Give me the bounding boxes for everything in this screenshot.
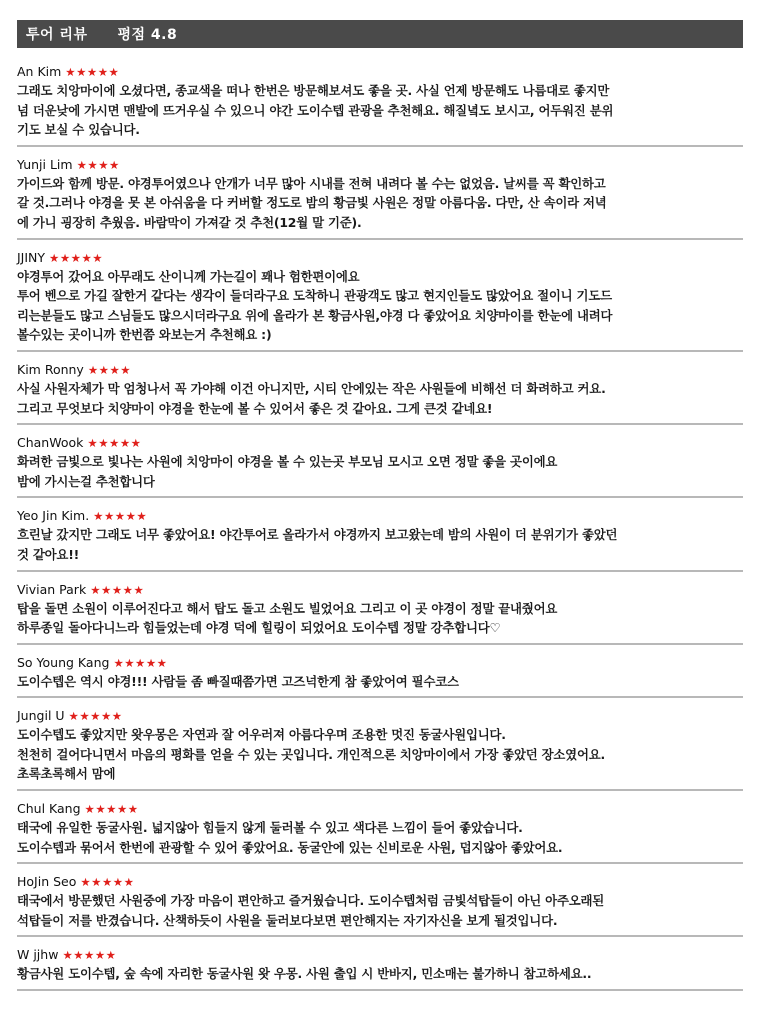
review-text-line: 석탑들이 저를 반겼습니다. 산책하듯이 사원을 둘러보다보면 편안해지는 자기자신을 보게 될것입니다. — [17, 912, 558, 928]
review-item — [17, 359, 743, 425]
review-text — [17, 379, 743, 418]
star-rating: ★★★★★ — [62, 948, 117, 963]
review-header — [17, 434, 743, 452]
review-text-line: 기도 보실 수 있습니다. — [17, 122, 140, 138]
review-text — [17, 818, 743, 857]
review-text-line: 것 같아요!! — [17, 546, 80, 562]
review-header — [17, 156, 743, 174]
page-title: 투어 리뷰 — [26, 27, 88, 43]
review-text-line: 초록초록해서 맘에 — [17, 766, 116, 782]
review-text-line: 가이드와 함께 방문. 야경투어였으나 안개가 너무 많아 시내를 전혀 내려다 볼 수는 없었음. 날씨를 꼭 확인하고 — [17, 175, 606, 191]
review-item — [17, 798, 743, 864]
review-page — [0, 20, 759, 1012]
star-rating: ★★★★★ — [90, 582, 145, 597]
star-rating: ★★★★ — [76, 157, 120, 172]
review-text-line: 사실 사원자체가 막 엄청나서 꼭 가야해 이건 아니지만, 시티 안에있는 작은 사원들에 비해선 더 화려하고 커요. — [17, 380, 606, 396]
star-rating: ★★★★★ — [49, 250, 104, 265]
reviewer-name: Chul Kang — [17, 801, 81, 817]
header-bar — [17, 20, 743, 48]
review-text — [17, 964, 743, 984]
reviewer-name: HoJin Seo — [17, 874, 77, 890]
overall-rating: 평점 4.8 — [117, 27, 178, 43]
reviewer-name: Yeo Jin Kim. — [17, 508, 90, 524]
review-text-line: 도이수텝도 좋았지만 왓우몽은 자연과 잘 어우러져 아름다우며 조용한 멋진 동굴사원입니다. — [17, 727, 506, 743]
star-rating: ★★★★★ — [113, 655, 168, 670]
star-rating: ★★★★★ — [80, 875, 135, 890]
review-text-line: 에 가니 굉장히 추웠음. 바람막이 가져갈 것 추천(12월 말 기준). — [17, 214, 362, 230]
review-item — [17, 505, 743, 571]
review-text — [17, 452, 743, 491]
review-item — [17, 154, 743, 240]
review-header — [17, 654, 743, 672]
review-text-line: 탑을 돌면 소원이 이루어진다고 해서 탑도 돌고 소원도 빌었어요 그리고 이 곳 야경이 정말 끝내줬어요 — [17, 600, 558, 616]
review-text-line: 볼수있는 곳이니까 한번쯤 와보는거 추천해요 :) — [17, 327, 272, 343]
review-item — [17, 652, 743, 699]
star-rating: ★★★★ — [87, 362, 132, 377]
review-text-line: 야경투어 갔어요 아무래도 산이니께 가는길이 꽤나 험한편이에요 — [17, 268, 360, 284]
reviewer-name: So Young Kang — [17, 654, 110, 670]
star-rating: ★★★★★ — [68, 709, 123, 724]
review-text-line: 태국에 유일한 동굴사원. 넓지않아 힘들지 않게 둘러볼 수 있고 색다른 느낌이 들어 좋았습니다. — [17, 820, 523, 836]
star-rating: ★★★★★ — [65, 65, 120, 79]
review-text-line: 도이수텝은 역시 야경!!! 사람들 좀 빠질때쯤가면 고즈넉한게 참 좋았어여 필수코스 — [17, 673, 459, 689]
review-text-line: 리는분들도 많고 스님들도 많으시더라구요 위에 올라가 본 황금사원,야경 다 좋았어요 치양마이를 한눈에 내려다 — [17, 307, 613, 323]
review-item — [17, 247, 743, 352]
review-header — [17, 581, 743, 599]
star-rating: ★★★★★ — [93, 509, 148, 524]
review-text — [17, 725, 743, 784]
review-header — [17, 946, 743, 964]
review-text-line: 하루종일 돌아다니느라 힘들었는데 야경 덕에 힐링이 되었어요 도이수텝 정말 강추합니다♡ — [17, 620, 501, 636]
reviewer-name: An Kim — [17, 64, 62, 79]
review-header — [17, 63, 743, 81]
review-item — [17, 944, 743, 991]
review-text-line: 밤에 가시는걸 추천합니다 — [17, 473, 155, 489]
reviewer-name: W jjhw — [17, 947, 59, 963]
review-header — [17, 707, 743, 725]
review-text — [17, 672, 743, 692]
review-text-line: 그래도 치앙마이에 오셨다면, 종교색을 떠나 한번은 방문해보셔도 좋을 곳. 사실 언제 방문해도 나름대로 좋지만 — [17, 83, 610, 98]
review-header — [17, 249, 743, 267]
review-text-line: 화려한 금빛으로 빛나는 사원에 치앙마이 야경을 볼 수 있는곳 부모님 모시고 오면 정말 좋을 곳이에요 — [17, 454, 558, 470]
review-text — [17, 525, 743, 564]
review-text — [17, 599, 743, 638]
star-rating: ★★★★★ — [84, 802, 139, 817]
review-text — [17, 81, 743, 140]
review-text-line: 태국에서 방문했던 사원중에 가장 마음이 편안하고 즐거웠습니다. 도이수텝처럼 금빛석탑들이 아닌 아주오래된 — [17, 893, 605, 909]
review-item — [17, 61, 743, 147]
review-item — [17, 579, 743, 645]
reviewer-name: Vivian Park — [17, 581, 87, 597]
review-text-line: 황금사원 도이수텝, 숲 속에 자리한 동굴사원 왓 우몽. 사원 출입 시 반바지, 민소매는 불가하니 참고하세요.. — [17, 966, 592, 982]
reviewer-name: Kim Ronny — [17, 361, 84, 377]
reviewer-name: ChanWook — [17, 435, 84, 451]
review-text-line: 도이수텝과 묶어서 한번에 관광할 수 있어 좋았어요. 동굴안에 있는 신비로운 사원, 덥지않아 좋았어요. — [17, 839, 563, 855]
review-header — [17, 361, 743, 379]
review-text — [17, 891, 743, 930]
review-text-line: 그리고 무엇보다 치양마이 야경을 한눈에 볼 수 있어서 좋은 것 같아요. 그게 큰것 같네요! — [17, 400, 493, 416]
reviewer-name: Jungil U — [17, 708, 65, 724]
review-header — [17, 873, 743, 891]
review-item — [17, 432, 743, 498]
review-item — [17, 871, 743, 937]
review-item — [17, 705, 743, 791]
review-text — [17, 267, 743, 345]
review-text-line: 천천히 걸어다니면서 마음의 평화를 얻을 수 있는 곳입니다. 개인적으론 치앙마이에서 가장 좋았던 장소였어요. — [17, 746, 605, 762]
review-text — [17, 174, 743, 233]
review-text-line: 갈 것.그러나 야경을 못 본 아쉬움을 다 커버할 정도로 밤의 황금빛 사원은 정말 아름다움. 다만, 산 속이라 저녁 — [17, 195, 607, 211]
reviewer-name: Yunji Lim — [17, 156, 73, 172]
review-text-line: 넘 더운낮에 가시면 맨발에 뜨거우실 수 있으니 야간 도이수텝 관광을 추천해요. 해질녘도 보시고, 어두워진 분위 — [17, 102, 614, 118]
reviewer-name: JJINY — [17, 249, 46, 265]
review-list — [17, 61, 743, 991]
review-header — [17, 800, 743, 818]
review-text-line: 투어 벤으로 가길 잘한거 같다는 생각이 들더라구요 도착하니 관광객도 많고 현지인들도 많았어요 절이니 기도드 — [17, 288, 612, 304]
review-text-line: 흐린날 갔지만 그래도 너무 좋았어요! 야간투어로 올라가서 야경까지 보고왔는데 밤의 사원이 더 분위기가 좋았던 — [17, 527, 618, 543]
star-rating: ★★★★★ — [87, 436, 142, 451]
review-header — [17, 507, 743, 525]
